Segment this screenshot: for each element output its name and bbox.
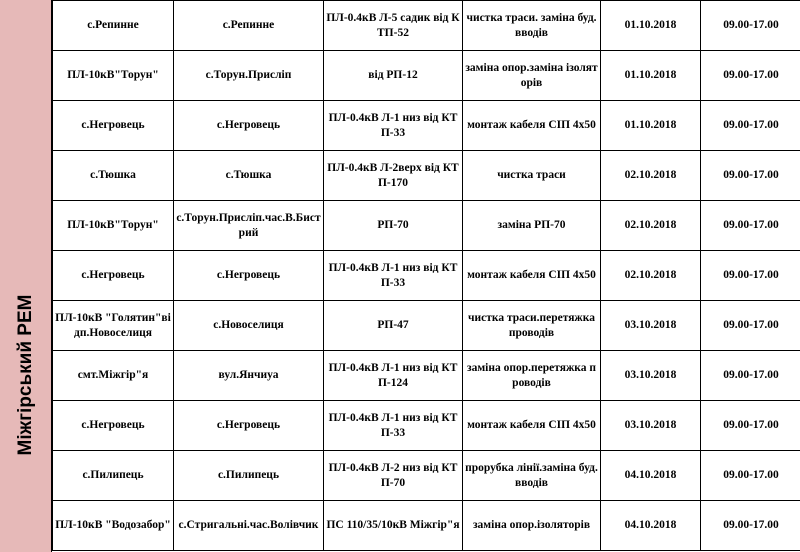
- outage-schedule-table: [52, 0, 800, 551]
- date-cell: 02.10.2018: [601, 251, 701, 301]
- work-cell: заміна опор.заміна ізоляторів: [463, 51, 601, 101]
- date-cell: 01.10.2018: [601, 51, 701, 101]
- time-cell: 09.00-17.00: [701, 251, 800, 301]
- line-cell: ПЛ-10кВ"Торун": [53, 201, 174, 251]
- time-cell: 09.00-17.00: [701, 451, 800, 501]
- table-row: [53, 151, 800, 201]
- line-cell: ПЛ-10кВ "Водозабор": [53, 501, 174, 551]
- work-cell: прорубка лінії.заміна буд.вводів: [463, 451, 601, 501]
- table-row: [53, 1, 800, 51]
- settlement-cell: с.Негровець: [174, 401, 324, 451]
- work-cell: чистка траси.перетяжка проводів: [463, 301, 601, 351]
- settlement-cell: с.Пилипець: [174, 451, 324, 501]
- settlement-cell: вул.Янчиуа: [174, 351, 324, 401]
- table-row: [53, 301, 800, 351]
- work-cell: заміна РП-70: [463, 201, 601, 251]
- table-row: [53, 501, 800, 551]
- line-cell: ПЛ-10кВ "Голятин"відп.Новоселиця: [53, 301, 174, 351]
- date-cell: 01.10.2018: [601, 101, 701, 151]
- work-cell: монтаж кабеля СІП 4х50: [463, 401, 601, 451]
- settlement-cell: с.Торун.Присліп: [174, 51, 324, 101]
- work-cell: заміна опор.перетяжка проводів: [463, 351, 601, 401]
- time-cell: 09.00-17.00: [701, 351, 800, 401]
- object-cell: ПЛ-0.4кВ Л-1 низ від КТП-33: [324, 401, 463, 451]
- line-cell: с.Репинне: [53, 1, 174, 51]
- settlement-cell: с.Стригальні.час.Волівчик: [174, 501, 324, 551]
- date-cell: 02.10.2018: [601, 151, 701, 201]
- work-cell: чистка траси. заміна буд.вводів: [463, 1, 601, 51]
- date-cell: 03.10.2018: [601, 401, 701, 451]
- object-cell: ПЛ-0.4кВ Л-1 низ від КТП-33: [324, 251, 463, 301]
- settlement-cell: с.Негровець: [174, 251, 324, 301]
- object-cell: РП-70: [324, 201, 463, 251]
- work-cell: чистка траси: [463, 151, 601, 201]
- time-cell: 09.00-17.00: [701, 401, 800, 451]
- object-cell: ПЛ-0.4кВ Л-1 низ від КТП-33: [324, 101, 463, 151]
- time-cell: 09.00-17.00: [701, 301, 800, 351]
- settlement-cell: с.Негровець: [174, 101, 324, 151]
- line-cell: с.Пилипець: [53, 451, 174, 501]
- table-row: [53, 101, 800, 151]
- object-cell: ПЛ-0.4кВ Л-2 низ від КТП-70: [324, 451, 463, 501]
- settlement-cell: с.Новоселиця: [174, 301, 324, 351]
- settlement-cell: с.Тюшка: [174, 151, 324, 201]
- line-cell: с.Негровець: [53, 401, 174, 451]
- time-cell: 09.00-17.00: [701, 1, 800, 51]
- date-cell: 04.10.2018: [601, 501, 701, 551]
- work-cell: заміна опор.ізоляторів: [463, 501, 601, 551]
- settlement-cell: с.Торун.Присліп.час.В.Бистрий: [174, 201, 324, 251]
- date-cell: 01.10.2018: [601, 1, 701, 51]
- date-cell: 04.10.2018: [601, 451, 701, 501]
- object-cell: ПЛ-0.4кВ Л-5 садик від КТП-52: [324, 1, 463, 51]
- object-cell: ПЛ-0.4кВ Л-1 низ від КТП-124: [324, 351, 463, 401]
- date-cell: 02.10.2018: [601, 201, 701, 251]
- table-row: [53, 351, 800, 401]
- region-sidebar: [0, 0, 52, 552]
- line-cell: с.Негровець: [53, 101, 174, 151]
- date-cell: 03.10.2018: [601, 301, 701, 351]
- settlement-cell: с.Репинне: [174, 1, 324, 51]
- object-cell: ПЛ-0.4кВ Л-2верх від КТП-170: [324, 151, 463, 201]
- work-cell: монтаж кабеля СІП 4х50: [463, 251, 601, 301]
- table-body: [53, 1, 800, 551]
- time-cell: 09.00-17.00: [701, 151, 800, 201]
- time-cell: 09.00-17.00: [701, 101, 800, 151]
- line-cell: смт.Міжгір"я: [53, 351, 174, 401]
- table-row: [53, 51, 800, 101]
- table-row: [53, 401, 800, 451]
- object-cell: від РП-12: [324, 51, 463, 101]
- time-cell: 09.00-17.00: [701, 201, 800, 251]
- object-cell: ПС 110/35/10кВ Міжгір"я: [324, 501, 463, 551]
- line-cell: с.Негровець: [53, 251, 174, 301]
- date-cell: 03.10.2018: [601, 351, 701, 401]
- table-row: [53, 451, 800, 501]
- work-cell: монтаж кабеля СІП 4х50: [463, 101, 601, 151]
- object-cell: РП-47: [324, 301, 463, 351]
- line-cell: с.Тюшка: [53, 151, 174, 201]
- time-cell: 09.00-17.00: [701, 501, 800, 551]
- table-row: [53, 201, 800, 251]
- time-cell: 09.00-17.00: [701, 51, 800, 101]
- line-cell: ПЛ-10кВ"Торун": [53, 51, 174, 101]
- table-row: [53, 251, 800, 301]
- region-label: Міжгірський РЕМ: [15, 294, 36, 456]
